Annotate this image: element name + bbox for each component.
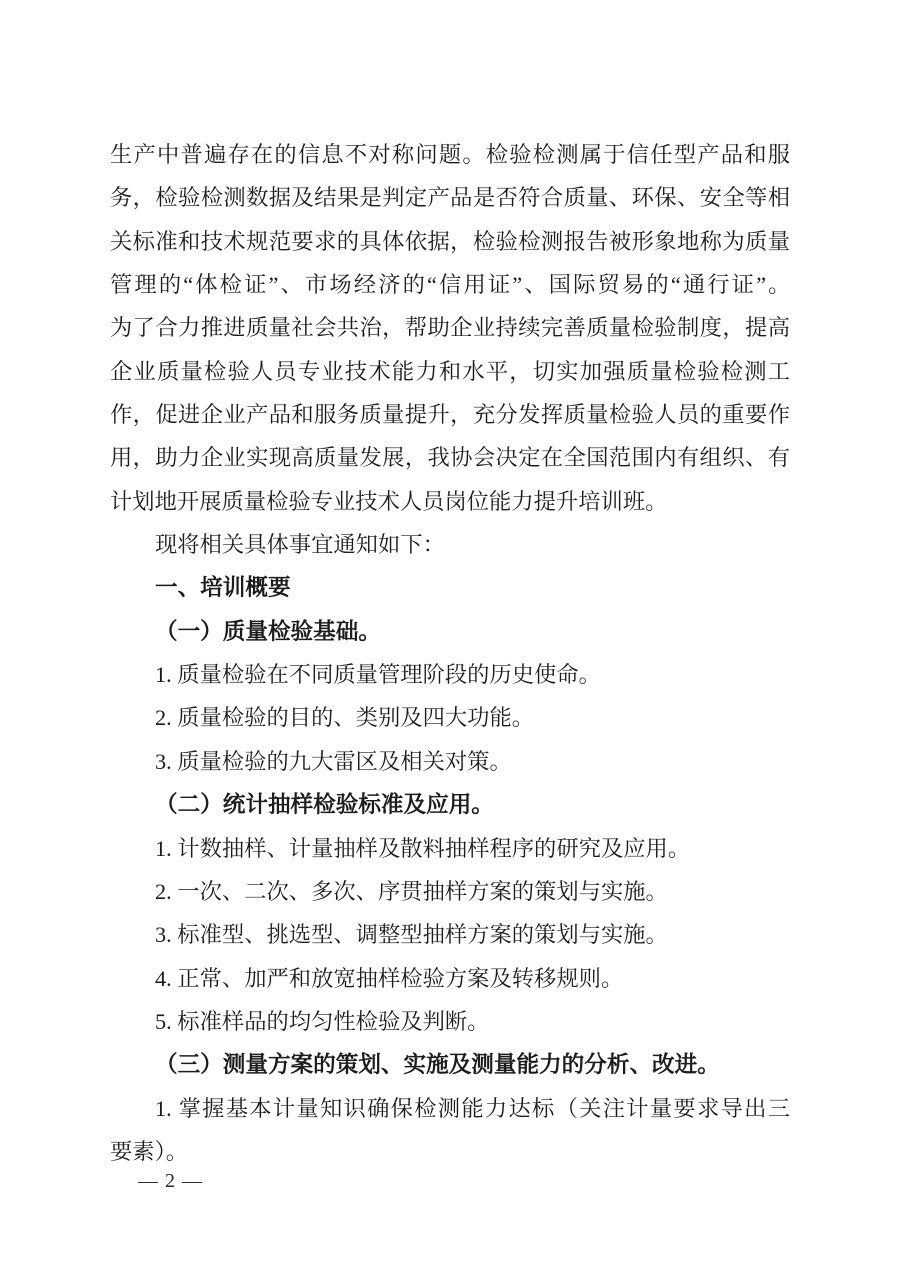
paragraph-line: 1. 掌握基本计量知识确保检测能力达标（关注计量要求导出三 (155, 1095, 790, 1121)
paragraph-line: 企业质量检验人员专业技术能力和水平，切实加强质量检验检测工 (110, 358, 790, 384)
paragraph-line: 为了合力推进质量社会共治，帮助企业持续完善质量检验制度，提高 (110, 315, 790, 341)
paragraph-line: 1. 计数抽样、计量抽样及散料抽样程序的研究及应用。 (155, 835, 691, 861)
paragraph-line: 务，检验检测数据及结果是判定产品是否符合质量、环保、安全等相 (110, 185, 790, 211)
paragraph-line: 要素）。 (110, 1138, 189, 1164)
subsection-heading: （一）质量检验基础。 (155, 618, 381, 644)
paragraph-line: 现将相关具体事宜通知如下： (155, 532, 445, 558)
subsection-heading: （二）统计抽样检验标准及应用。 (155, 792, 494, 818)
paragraph-line: 生产中普遍存在的信息不对称问题。检验检测属于信任型产品和服 (110, 142, 790, 167)
paragraph-line: 2. 一次、二次、多次、序贯抽样方案的策划与实施。 (155, 878, 668, 904)
subsection-heading: （三）测量方案的策划、实施及测量能力的分析、改进。 (155, 1052, 720, 1078)
page-number: — 2 — (138, 1170, 203, 1192)
paragraph-line: 3. 质量检验的九大雷区及相关对策。 (155, 748, 512, 774)
paragraph-line: 2. 质量检验的目的、类别及四大功能。 (155, 705, 535, 731)
paragraph-line: 3. 标准型、挑选型、调整型抽样方案的策划与实施。 (155, 922, 668, 948)
paragraph-line: 用，助力企业实现高质量发展，我协会决定在全国范围内有组织、有 (110, 445, 790, 471)
paragraph-line: 管理的“体检证”、市场经济的“信用证”、国际贸易的“通行证”。 (110, 272, 790, 298)
paragraph-line: 关标准和技术规范要求的具体依据，检验检测报告被形象地称为质量 (110, 228, 790, 254)
paragraph-line: 1. 质量检验在不同质量管理阶段的历史使命。 (155, 662, 601, 688)
paragraph-line: 计划地开展质量检验专业技术人员岗位能力提升培训班。 (110, 488, 668, 514)
document-text-block (110, 133, 790, 1173)
section-heading: 一、培训概要 (155, 575, 291, 601)
paragraph-line: 4. 正常、加严和放宽抽样检验方案及转移规则。 (155, 965, 624, 991)
paragraph-line: 5. 标准样品的均匀性检验及判断。 (155, 1008, 490, 1034)
paragraph-line: 作，促进企业产品和服务质量提升，充分发挥质量检验人员的重要作 (110, 402, 790, 428)
